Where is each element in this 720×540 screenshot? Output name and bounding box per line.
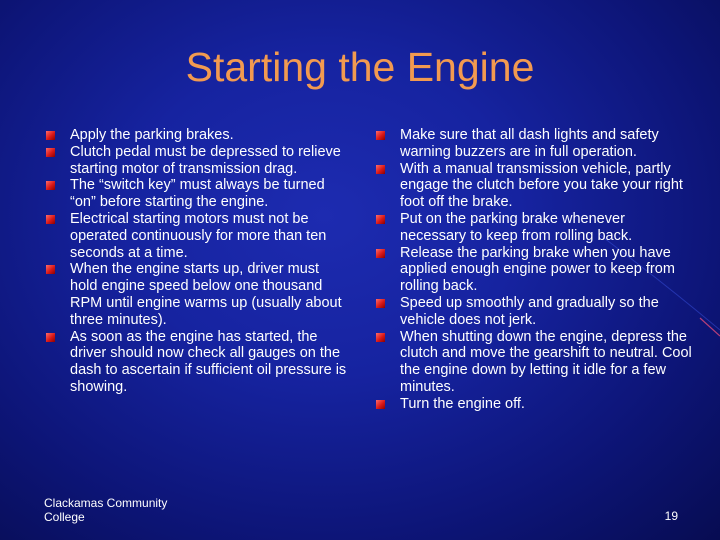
bullet-text: When the engine starts up, driver must hold engine speed below one thousand RPM until engine warms up (usually about three minutes). [70, 261, 342, 328]
bullet-icon [376, 333, 385, 342]
bullet-item [44, 211, 349, 261]
bullet-text: Make sure that all dash lights and safety warning buzzers are in full operation. [400, 127, 659, 160]
bullet-icon [376, 165, 385, 174]
bullet-icon [46, 333, 55, 342]
left-bullet-list [44, 127, 349, 396]
bullet-text: The “switch key” must always be turned “on” before starting the engine. [70, 177, 325, 211]
bullet-text: Put on the parking brake whenever necessary to keep from rolling back. [400, 210, 633, 244]
bullet-icon [46, 265, 55, 274]
bullet-item [374, 211, 694, 245]
bullet-item [374, 396, 694, 413]
bullet-item [44, 144, 349, 178]
bullet-icon [376, 400, 385, 409]
bullet-text: Electrical starting motors must not be operated continuously for more than ten seconds at a time. [70, 210, 327, 261]
slide-title: Starting the Engine [185, 44, 535, 90]
bullet-item [44, 177, 349, 211]
bullet-icon [46, 181, 55, 190]
bullet-item [374, 161, 694, 211]
bullet-text: As soon as the engine has started, the driver should now check all gauges on the dash to ascertain if sufficient oil pressure is showing. [70, 328, 347, 395]
bullet-icon [376, 249, 385, 258]
bullet-text: Apply the parking brakes. [70, 127, 234, 143]
bullet-text: With a manual transmission vehicle, partly engage the clutch before you take your right foot off the brake. [400, 160, 683, 211]
bullet-item [374, 245, 694, 295]
bullet-item [374, 329, 694, 396]
bullet-item [44, 329, 349, 396]
bullet-icon [376, 215, 385, 224]
bullet-icon [46, 215, 55, 224]
bullet-item [374, 295, 694, 329]
bullet-icon [46, 148, 55, 157]
bullet-text: When shutting down the engine, depress the clutch and move the gearshift to neutral. Cool the engine down by letting it idle for a few minutes. [400, 328, 692, 395]
right-bullet-list [374, 127, 694, 413]
page-number: 19 [664, 509, 678, 523]
bullet-icon [376, 131, 385, 140]
footer-organization: Clackamas Community College [44, 496, 168, 524]
bullet-text: Speed up smoothly and gradually so the vehicle does not jerk. [400, 294, 659, 328]
bullet-text: Clutch pedal must be depressed to relieve starting motor of transmission drag. [70, 143, 341, 177]
bullet-text: Turn the engine off. [400, 395, 525, 412]
bullet-item [44, 261, 349, 328]
bullet-item [374, 127, 694, 161]
bullet-icon [376, 299, 385, 308]
bullet-icon [46, 131, 55, 140]
bullet-text: Release the parking brake when you have applied enough engine power to keep from rolling back. [400, 244, 675, 295]
bullet-item [44, 127, 349, 144]
